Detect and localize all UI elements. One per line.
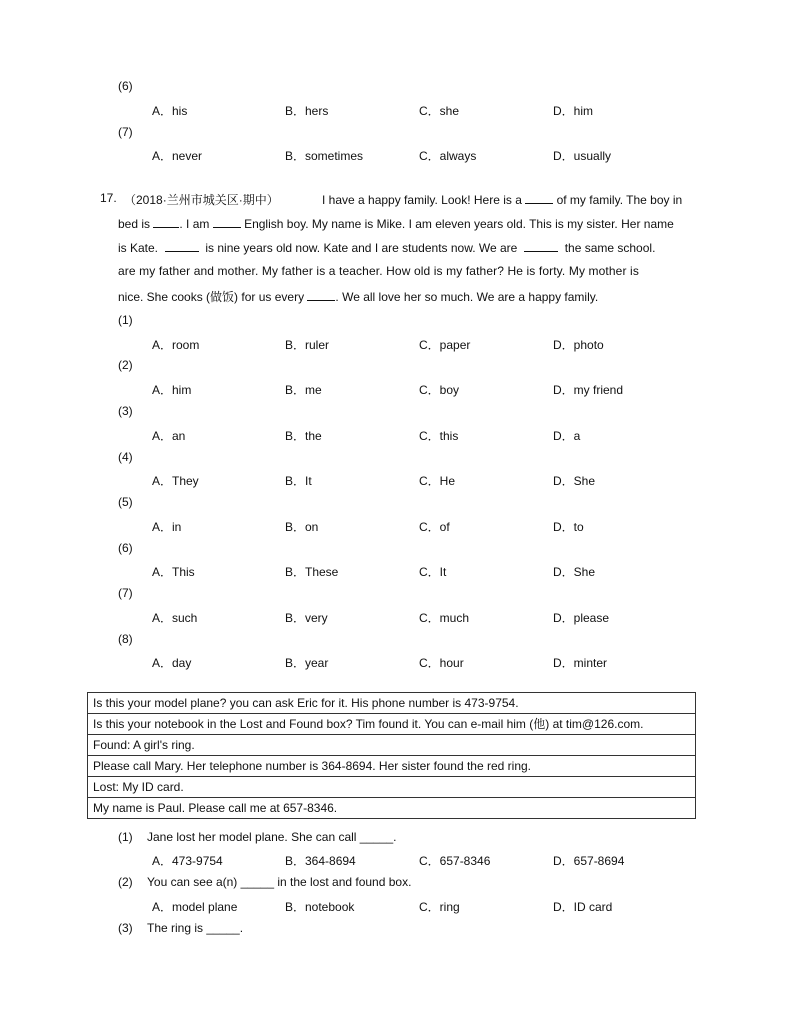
table-cell: Is this your notebook in the Lost and Found box? Tim found it. You can e-mail him (他) at tim@126.com. xyxy=(88,714,696,735)
passage-line-3: is Kate. is nine years old now. Kate and I are students now. We are the same school. xyxy=(118,241,656,255)
option-c[interactable]: C．It xyxy=(419,565,447,579)
option-b[interactable]: B．364-8694 xyxy=(285,854,356,868)
passage-line-5: nice. She cooks (做饭) for us every . We all love her so much. We are a happy family. xyxy=(118,290,599,304)
passage-line-1: I have a happy family. Look! Here is a of my family. The boy in xyxy=(322,193,683,207)
question-number: (1) xyxy=(118,830,133,844)
option-b[interactable]: B．notebook xyxy=(285,900,355,914)
question-17-source: （2018·兰州市城关区·期中） xyxy=(124,193,279,207)
table-row xyxy=(88,756,696,777)
table-row xyxy=(88,735,696,756)
option-d[interactable]: D．him xyxy=(553,104,594,118)
passage-line-4: are my father and mother. My father is a teacher. How old is my father? He is forty. My mother is xyxy=(118,264,639,278)
question-number: (6) xyxy=(118,541,133,555)
option-a[interactable]: A．an xyxy=(152,429,186,443)
blank-5[interactable] xyxy=(524,239,558,252)
passage-line-2: bed is . I am English boy. My name is Mike. I am eleven years old. This is my sister. Her name xyxy=(118,217,674,231)
option-d[interactable]: D．to xyxy=(553,520,584,534)
option-d[interactable]: D．ID card xyxy=(553,900,613,914)
blank-3[interactable] xyxy=(213,215,241,228)
option-b[interactable]: B．It xyxy=(285,474,312,488)
question-number: (4) xyxy=(118,450,133,464)
option-b[interactable]: B．the xyxy=(285,429,322,443)
blank-1[interactable] xyxy=(525,191,553,204)
option-d[interactable]: D．photo xyxy=(553,338,604,352)
question-number: (7) xyxy=(118,125,133,139)
option-b[interactable]: B．very xyxy=(285,611,328,625)
option-c[interactable]: C．ring xyxy=(419,900,460,914)
question-17-number: 17. xyxy=(100,191,117,205)
question-number: (2) xyxy=(118,358,133,372)
option-b[interactable]: B．on xyxy=(285,520,319,534)
option-c[interactable]: C．this xyxy=(419,429,459,443)
option-c[interactable]: C．boy xyxy=(419,383,460,397)
option-a[interactable]: A．day xyxy=(152,656,192,670)
option-b[interactable]: B．ruler xyxy=(285,338,330,352)
option-c[interactable]: C．of xyxy=(419,520,450,534)
question-number: (8) xyxy=(118,632,133,646)
table-cell: Lost: My ID card. xyxy=(88,777,696,798)
option-d[interactable]: D．minter xyxy=(553,656,608,670)
option-a[interactable]: A．They xyxy=(152,474,199,488)
question-text: Jane lost her model plane. She can call _____. xyxy=(147,830,397,844)
option-a[interactable]: A．never xyxy=(152,149,203,163)
option-b[interactable]: B．sometimes xyxy=(285,149,364,163)
option-c[interactable]: C．always xyxy=(419,149,477,163)
table-cell: Found: A girl's ring. xyxy=(88,735,696,756)
table-cell: Please call Mary. Her telephone number is 364-8694. Her sister found the red ring. xyxy=(88,756,696,777)
option-c[interactable]: C．657-8346 xyxy=(419,854,491,868)
option-b[interactable]: B．year xyxy=(285,656,329,670)
blank-4[interactable] xyxy=(165,239,199,252)
option-c[interactable]: C．hour xyxy=(419,656,464,670)
table-cell: Is this your model plane? you can ask Eric for it. His phone number is 473-9754. xyxy=(88,693,696,714)
table-row xyxy=(88,693,696,714)
option-d[interactable]: D．please xyxy=(553,611,610,625)
blank-2[interactable] xyxy=(153,215,179,228)
option-b[interactable]: B．me xyxy=(285,383,322,397)
option-b[interactable]: B．These xyxy=(285,565,339,579)
option-c[interactable]: C．much xyxy=(419,611,470,625)
question-text: The ring is _____. xyxy=(147,921,244,935)
table-row xyxy=(88,714,696,735)
question-number: (2) xyxy=(118,875,133,889)
option-a[interactable]: A．such xyxy=(152,611,198,625)
option-a[interactable]: A．room xyxy=(152,338,200,352)
option-c[interactable]: C．she xyxy=(419,104,460,118)
question-number: (5) xyxy=(118,495,133,509)
question-number: (1) xyxy=(118,313,133,327)
option-d[interactable]: D．a xyxy=(553,429,581,443)
option-a[interactable]: A．473-9754 xyxy=(152,854,223,868)
table-row xyxy=(88,798,696,819)
question-text: You can see a(n) _____ in the lost and found box. xyxy=(147,875,412,889)
option-a[interactable]: A．in xyxy=(152,520,182,534)
option-d[interactable]: D．usually xyxy=(553,149,612,163)
option-a[interactable]: A．model plane xyxy=(152,900,238,914)
table-row xyxy=(88,777,696,798)
option-a[interactable]: A．his xyxy=(152,104,188,118)
option-d[interactable]: D．She xyxy=(553,565,596,579)
option-c[interactable]: C．He xyxy=(419,474,456,488)
blank-6[interactable] xyxy=(307,288,335,301)
question-number: (6) xyxy=(118,79,133,93)
question-number: (3) xyxy=(118,921,133,935)
option-a[interactable]: A．This xyxy=(152,565,195,579)
option-c[interactable]: C．paper xyxy=(419,338,471,352)
option-d[interactable]: D．She xyxy=(553,474,596,488)
option-d[interactable]: D．my friend xyxy=(553,383,624,397)
table-cell: My name is Paul. Please call me at 657-8346. xyxy=(88,798,696,819)
option-d[interactable]: D．657-8694 xyxy=(553,854,625,868)
lost-found-table xyxy=(87,692,696,819)
question-number: (3) xyxy=(118,404,133,418)
option-a[interactable]: A．him xyxy=(152,383,192,397)
question-number: (7) xyxy=(118,586,133,600)
option-b[interactable]: B．hers xyxy=(285,104,329,118)
